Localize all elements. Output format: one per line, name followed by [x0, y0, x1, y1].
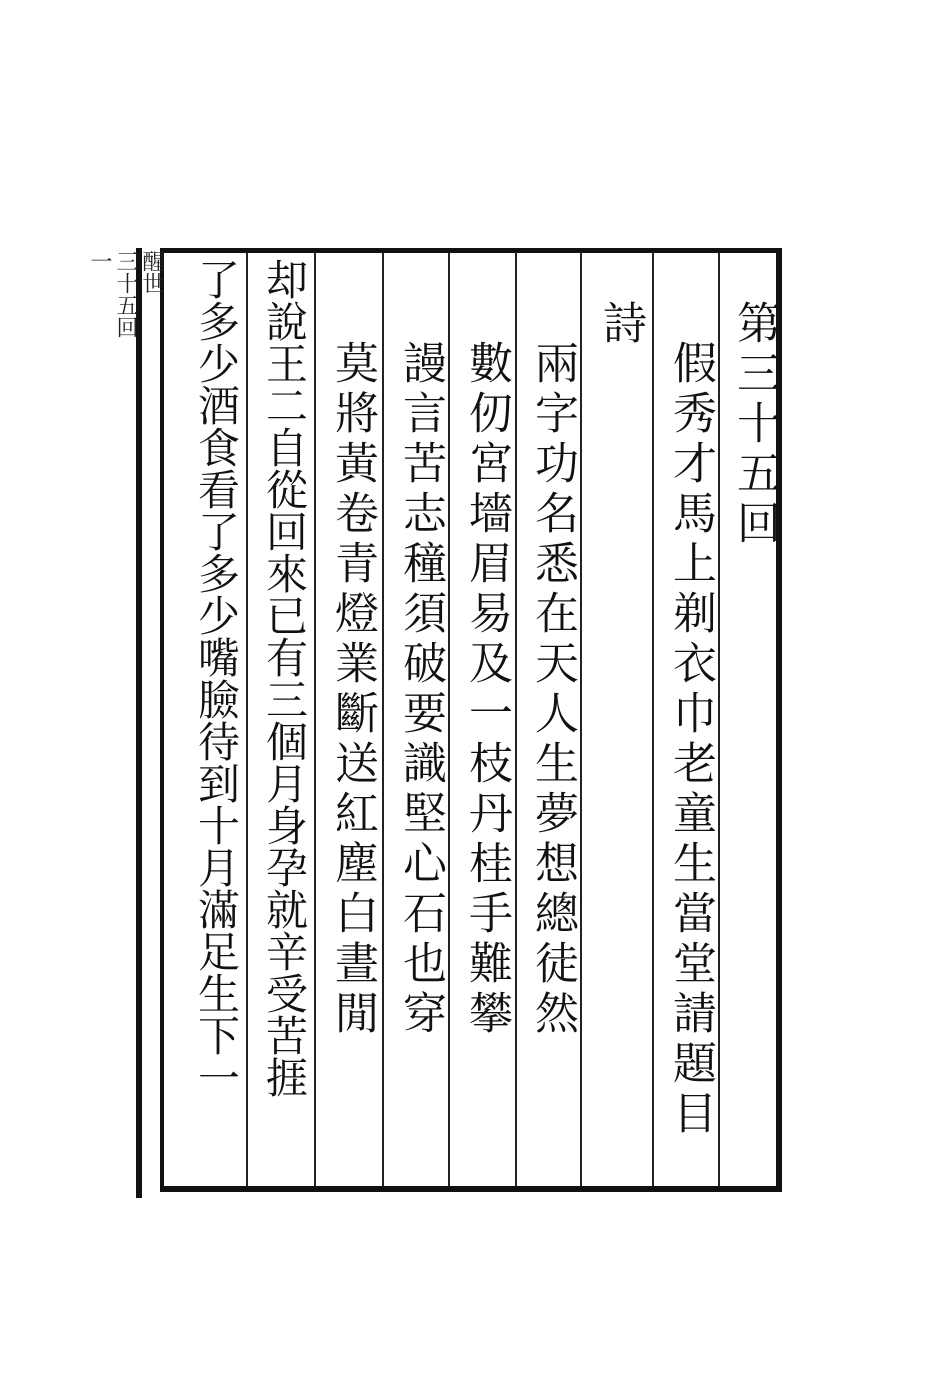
- page-gutter: [87, 250, 164, 738]
- heading-line-b: 老童生當堂請題目: [665, 740, 716, 1140]
- poem-line: 兩字功名悉在天人生夢想總徒然: [527, 340, 578, 1040]
- column-rule: [382, 252, 384, 1186]
- poem-line: 數仞宮墻眉易及一枝丹桂手難攀: [461, 340, 512, 1040]
- poem-line: 莫將黃卷青燈業斷送紅塵白晝閒: [327, 340, 378, 1040]
- poem-line: 謾言苦志穜須破要識堅心石也穿: [395, 340, 446, 1040]
- body-text-line: 了多少酒食看了多少嘴臉待到十月滿足生下一: [192, 258, 241, 1098]
- chapter-heading: [660, 340, 720, 1140]
- chapter-title: 第三十五回: [729, 300, 780, 550]
- column-rule: [314, 252, 316, 1186]
- gutter-chapter: 三十五回: [113, 250, 138, 338]
- poem-label: 詩: [595, 300, 646, 350]
- column-rule: [246, 252, 248, 1186]
- gutter-page-number: 一: [87, 250, 112, 272]
- gutter-book-title: 醒世: [139, 250, 164, 294]
- body-text-line: 却說王二自從回來已有三個月身孕就辛受苦捱: [260, 258, 309, 1098]
- heading-line-a: 假秀才馬上剃衣巾: [665, 340, 716, 740]
- column-rule: [652, 252, 654, 1186]
